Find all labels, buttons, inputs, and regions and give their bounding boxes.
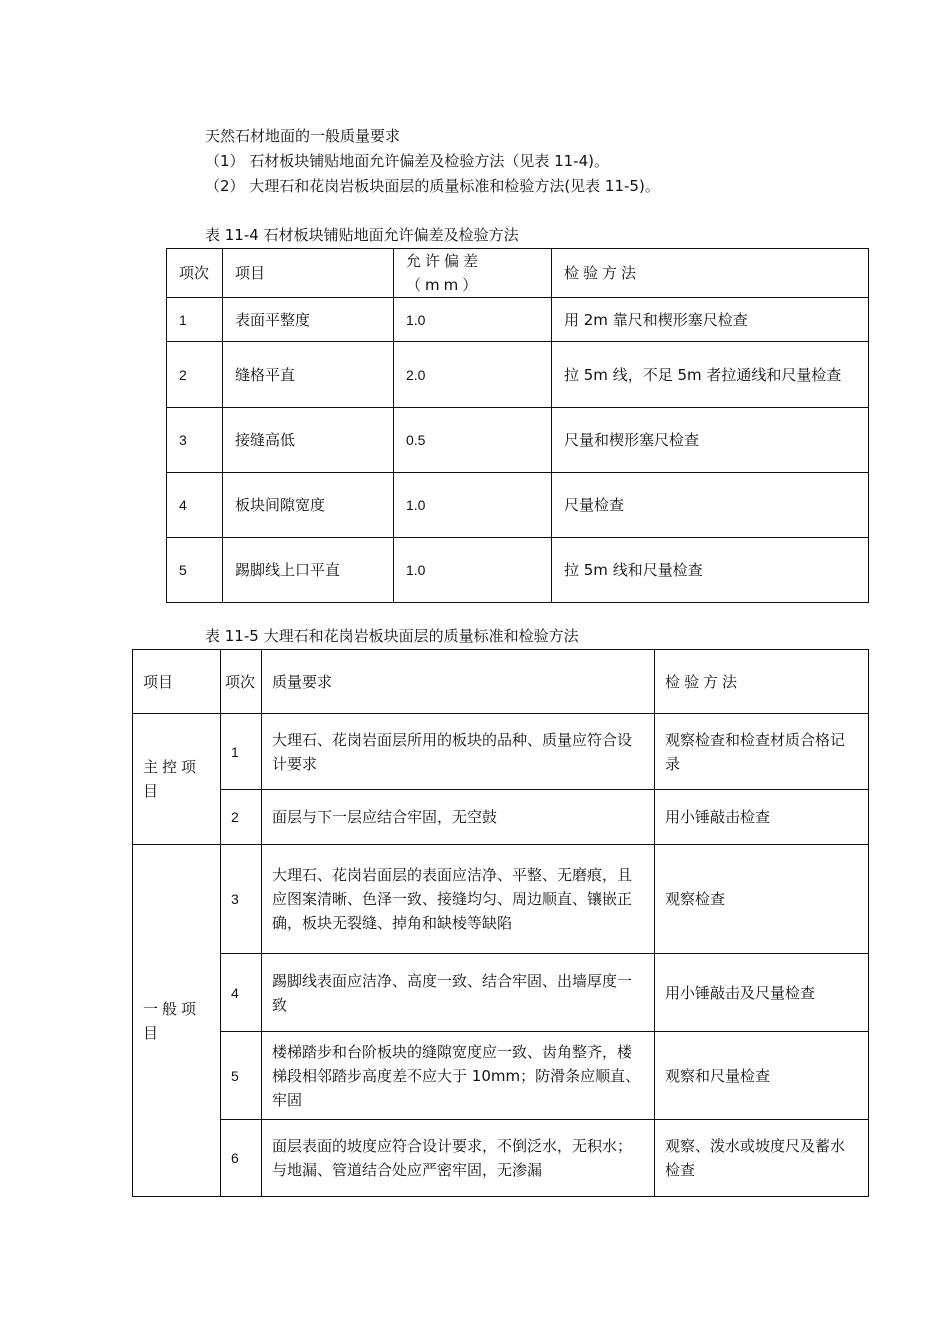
row-index: 4 xyxy=(167,473,223,538)
row-requirement: 踢脚线表面应洁净、高度一致、结合牢固、出墙厚度一致 xyxy=(262,954,655,1032)
row-index: 2 xyxy=(221,790,262,845)
table-row xyxy=(167,342,869,408)
table-row xyxy=(133,1120,869,1197)
table-row xyxy=(167,538,869,603)
row-method: 观察和尺量检查 xyxy=(655,1032,869,1120)
row-requirement: 大理石、花岗岩面层所用的板块的品种、质量应符合设计要求 xyxy=(262,714,655,790)
table-5-caption: 表 11-5 大理石和花岗岩板块面层的质量标准和检验方法 xyxy=(205,627,579,645)
table-row xyxy=(133,1032,869,1120)
row-item: 踢脚线上口平直 xyxy=(223,538,394,603)
row-item: 板块间隙宽度 xyxy=(223,473,394,538)
row-requirement: 面层表面的坡度应符合设计要求，不倒泛水，无积水；与地漏、管道结合处应严密牢固，无渗漏 xyxy=(262,1120,655,1197)
row-method: 用小锤敲击检查 xyxy=(655,790,869,845)
table-5 xyxy=(132,649,869,1197)
row-method: 观察检查和检查材质合格记录 xyxy=(655,714,869,790)
row-index: 1 xyxy=(221,714,262,790)
row-requirement: 楼梯踏步和台阶板块的缝隙宽度应一致、齿角整齐，楼梯段相邻踏步高度差不应大于 10mm；防滑条应顺直、牢固 xyxy=(262,1032,655,1120)
row-tolerance: 2.0 xyxy=(394,342,552,408)
table-4-caption: 表 11-4 石材板块铺贴地面允许偏差及检验方法 xyxy=(205,226,519,244)
table-row xyxy=(167,408,869,473)
header-cell: 项目 xyxy=(223,249,394,298)
row-index: 4 xyxy=(221,954,262,1032)
table-row xyxy=(133,954,869,1032)
row-item: 表面平整度 xyxy=(223,298,394,342)
row-tolerance: 1.0 xyxy=(394,538,552,603)
row-method: 用小锤敲击及尺量检查 xyxy=(655,954,869,1032)
row-method: 用 2m 靠尺和楔形塞尺检查 xyxy=(552,298,869,342)
section-title: 天然石材地面的一般质量要求 xyxy=(205,127,401,145)
row-requirement: 大理石、花岗岩面层的表面应洁净、平整、无磨痕，且应图案清晰、色泽一致、接缝均匀、周边顺直、镶嵌正确，板块无裂缝、掉角和缺棱等缺陷 xyxy=(262,845,655,954)
row-index: 3 xyxy=(167,408,223,473)
header-cell: 项次 xyxy=(167,249,223,298)
group-general: 一般项目 xyxy=(133,845,221,1197)
row-index: 3 xyxy=(221,845,262,954)
row-index: 1 xyxy=(167,298,223,342)
row-index: 5 xyxy=(221,1032,262,1120)
table-header-row xyxy=(167,249,869,298)
row-item: 缝格平直 xyxy=(223,342,394,408)
header-cell: 允许偏差（mm） xyxy=(394,249,552,298)
row-method: 拉 5m 线和尺量检查 xyxy=(552,538,869,603)
intro-item-2: （2） 大理石和花岗岩板块面层的质量标准和检验方法(见表 11-5)。 xyxy=(205,177,660,195)
table-row xyxy=(133,714,869,790)
intro-item-1: （1） 石材板块铺贴地面允许偏差及检验方法（见表 11-4)。 xyxy=(205,152,609,170)
row-requirement: 面层与下一层应结合牢固，无空鼓 xyxy=(262,790,655,845)
table-row xyxy=(133,790,869,845)
table-row xyxy=(167,473,869,538)
header-cell: 检验方法 xyxy=(552,249,869,298)
row-index: 2 xyxy=(167,342,223,408)
table-header-row xyxy=(133,650,869,714)
table-4 xyxy=(166,248,869,603)
header-cell: 项目 xyxy=(133,650,221,714)
header-cell: 质量要求 xyxy=(262,650,655,714)
row-item: 接缝高低 xyxy=(223,408,394,473)
header-cell: 项次 xyxy=(221,650,262,714)
header-cell: 检验方法 xyxy=(655,650,869,714)
row-index: 6 xyxy=(221,1120,262,1197)
table-row xyxy=(167,298,869,342)
row-tolerance: 1.0 xyxy=(394,473,552,538)
row-method: 观察检查 xyxy=(655,845,869,954)
row-method: 拉 5m 线，不足 5m 者拉通线和尺量检查 xyxy=(552,342,869,408)
row-tolerance: 0.5 xyxy=(394,408,552,473)
row-method: 观察、泼水或坡度尺及蓄水检查 xyxy=(655,1120,869,1197)
row-tolerance: 1.0 xyxy=(394,298,552,342)
row-method: 尺量检查 xyxy=(552,473,869,538)
row-index: 5 xyxy=(167,538,223,603)
table-row xyxy=(133,845,869,954)
group-main-control: 主控项目 xyxy=(133,714,221,845)
row-method: 尺量和楔形塞尺检查 xyxy=(552,408,869,473)
